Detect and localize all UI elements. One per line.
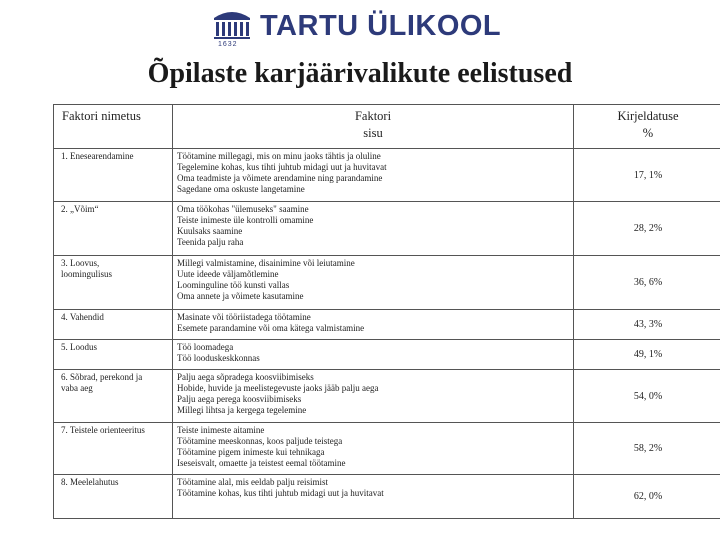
factor-content-line: Millegi lihtsa ja kergega tegelemine xyxy=(177,405,307,415)
building-icon xyxy=(212,8,252,42)
factor-name-cell xyxy=(54,370,173,423)
table-row xyxy=(54,423,720,475)
factor-content-line: Iseseisvalt, omaette ja teistest eemal töötamine xyxy=(177,458,346,468)
factor-name-line: 3. Loovus, xyxy=(61,258,100,268)
table-row xyxy=(54,340,720,370)
table-row xyxy=(54,370,720,423)
table-header-row xyxy=(54,105,720,149)
factor-content-line: Millegi valmistamine, disainimine või leiutamine xyxy=(177,258,355,268)
factor-content-line: Palju aega perega koosviibimiseks xyxy=(177,394,302,404)
header-factor-name: Faktori nimetus xyxy=(54,105,173,149)
factor-content-cell xyxy=(173,370,574,423)
factor-name-line: 5. Loodus xyxy=(61,342,97,352)
logo-year: 1632 xyxy=(218,41,238,48)
factor-name-line: 2. „Võim“ xyxy=(61,204,99,214)
explained-percent-cell: 28, 2% xyxy=(574,202,720,256)
factor-content-line: Töö loomadega xyxy=(177,342,234,352)
factor-content-line: Uute ideede väljamõtlemine xyxy=(177,269,279,279)
factor-name-line: loomingulisus xyxy=(61,269,113,279)
factor-name-cell xyxy=(54,310,173,340)
factors-table xyxy=(53,104,720,519)
factor-content-line: Oma teadmiste ja võimete arendamine ning parandamine xyxy=(177,173,383,183)
factor-name-line: vaba aeg xyxy=(61,383,93,393)
factor-name-cell xyxy=(54,340,173,370)
university-logo xyxy=(212,6,512,50)
header-factor-content: Faktori sisu xyxy=(173,105,574,149)
explained-percent-cell: 17, 1% xyxy=(574,149,720,202)
explained-percent-cell: 54, 0% xyxy=(574,370,720,423)
table-row xyxy=(54,310,720,340)
factor-content-cell xyxy=(173,202,574,256)
factor-content-line: Kuulsaks saamine xyxy=(177,226,243,236)
logo-wordmark: TARTU ÜLIKOOL xyxy=(260,10,502,42)
explained-percent-cell: 49, 1% xyxy=(574,340,720,370)
factor-content-line: Sagedane oma oskuste langetamine xyxy=(177,184,305,194)
table-body xyxy=(54,149,720,519)
factor-content-cell xyxy=(173,256,574,310)
factor-content-line: Hobide, huvide ja meelistegevuste jaoks jääb palju aega xyxy=(177,383,379,393)
factor-content-line: Töö looduskeskkonnas xyxy=(177,353,260,363)
factor-name-cell xyxy=(54,423,173,475)
factor-content-line: Oma annete ja võimete kasutamine xyxy=(177,291,304,301)
factor-content-line: Tegelemine kohas, kus tihti juhtub midagi uut ja huvitavat xyxy=(177,162,387,172)
factor-content-line: Loominguline töö kunsti vallas xyxy=(177,280,290,290)
factor-content-line: Teiste inimeste aitamine xyxy=(177,425,265,435)
table-row xyxy=(54,202,720,256)
factor-content-line: Palju aega sõpradega koosviibimiseks xyxy=(177,372,314,382)
table-row xyxy=(54,149,720,202)
factor-content-line: Töötamine meeskonnas, koos paljude teistega xyxy=(177,436,343,446)
factor-content-line: Teenida palju raha xyxy=(177,237,244,247)
factor-name-line: 1. Enesearendamine xyxy=(61,151,134,161)
factor-name-cell xyxy=(54,256,173,310)
factor-content-cell xyxy=(173,310,574,340)
table-row xyxy=(54,475,720,519)
factor-content-line: Töötamine millegagi, mis on minu jaoks tähtis ja oluline xyxy=(177,151,381,161)
factor-content-cell xyxy=(173,149,574,202)
factor-name-cell xyxy=(54,475,173,519)
header-explained-percent: Kirjeldatuse % xyxy=(574,105,720,149)
factor-name-line: 7. Teistele orienteeritus xyxy=(61,425,145,435)
table-row xyxy=(54,256,720,310)
explained-percent-cell: 62, 0% xyxy=(574,475,720,519)
factor-content-line: Esemete parandamine või oma kätega valmistamine xyxy=(177,323,365,333)
factor-content-line: Töötamine pigem inimeste kui tehnikaga xyxy=(177,447,325,457)
factor-content-line: Masinate või tööriistadega töötamine xyxy=(177,312,311,322)
factor-content-line: Töötamine alal, mis eeldab palju reisimist xyxy=(177,477,328,487)
factor-content-line: Oma töökohas "ülemuseks" saamine xyxy=(177,204,309,214)
factor-name-cell xyxy=(54,149,173,202)
factor-name-cell xyxy=(54,202,173,256)
factor-content-line: Teiste inimeste üle kontrolli omamine xyxy=(177,215,314,225)
factor-content-cell xyxy=(173,475,574,519)
factor-name-line: 8. Meelelahutus xyxy=(61,477,119,487)
factor-name-line: 4. Vahendid xyxy=(61,312,104,322)
explained-percent-cell: 58, 2% xyxy=(574,423,720,475)
explained-percent-cell: 43, 3% xyxy=(574,310,720,340)
explained-percent-cell: 36, 6% xyxy=(574,256,720,310)
page-title: Õpilaste karjäärivalikute eelistused xyxy=(147,58,573,89)
factor-content-cell xyxy=(173,423,574,475)
factor-content-line: Töötamine kohas, kus tihti juhtub midagi uut ja huvitavat xyxy=(177,488,384,498)
factor-content-cell xyxy=(173,340,574,370)
factor-name-line: 6. Sõbrad, perekond ja xyxy=(61,372,143,382)
